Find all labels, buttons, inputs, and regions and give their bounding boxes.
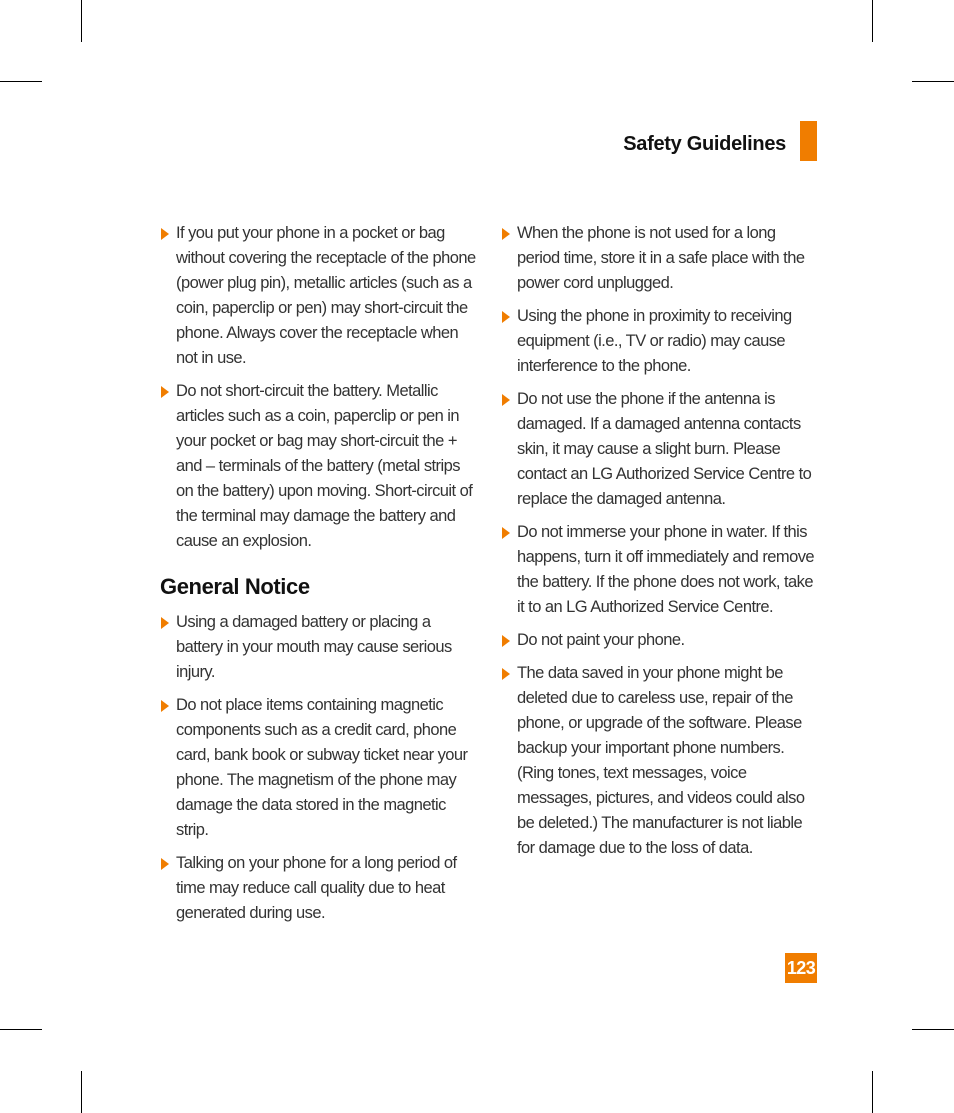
list-item-text: When the phone is not used for a long period time, store it in a safe place with the power cord unplugged. xyxy=(517,224,805,292)
crop-mark xyxy=(912,81,954,82)
list-item xyxy=(501,304,821,379)
list-item-text: Talking on your phone for a long period of time may reduce call quality due to heat generated during use. xyxy=(176,854,457,922)
triangle-right-icon xyxy=(161,228,169,240)
left-column xyxy=(160,221,480,934)
triangle-right-icon xyxy=(502,311,510,323)
triangle-right-icon xyxy=(161,858,169,870)
list-item-text: Do not short-circuit the battery. Metallic articles such as a coin, paperclip or pen in your pocket or bag may short-circuit the + and – terminals of the battery (metal strips on the battery) upon moving. Short-circuit of the terminal may damage the battery and cause an explosion. xyxy=(176,382,473,550)
crop-mark xyxy=(912,1029,954,1030)
crop-mark xyxy=(0,1029,42,1030)
bullet-list-bottom xyxy=(160,610,480,926)
list-item xyxy=(501,520,821,620)
crop-mark xyxy=(81,0,82,42)
list-item-text: Do not place items containing magnetic components such as a credit card, phone card, bank book or subway ticket near your phone. The magnetism of the phone may damage the data stored in the magnetic strip. xyxy=(176,696,468,839)
page-number: 123 xyxy=(785,953,817,983)
triangle-right-icon xyxy=(502,394,510,406)
list-item-text: Do not immerse your phone in water. If this happens, turn it off immediately and remove the battery. If the phone does not work, take it to an LG Authorized Service Centre. xyxy=(517,523,815,616)
list-item xyxy=(160,851,480,926)
right-column xyxy=(501,221,821,869)
list-item-text: Using the phone in proximity to receiving equipment (i.e., TV or radio) may cause interference to the phone. xyxy=(517,307,792,375)
triangle-right-icon xyxy=(161,617,169,629)
triangle-right-icon xyxy=(502,228,510,240)
crop-mark xyxy=(872,1071,873,1113)
list-item xyxy=(160,379,480,554)
list-item-text: If you put your phone in a pocket or bag without covering the receptacle of the phone (power plug pin), metallic articles (such as a coin, paperclip or pen) may short-circuit the phone. Always cover the receptacle when not in use. xyxy=(176,224,476,367)
crop-mark xyxy=(872,0,873,42)
list-item xyxy=(160,221,480,371)
triangle-right-icon xyxy=(502,527,510,539)
triangle-right-icon xyxy=(161,386,169,398)
list-item-text: Using a damaged battery or placing a battery in your mouth may cause serious injury. xyxy=(176,613,452,681)
triangle-right-icon xyxy=(502,668,510,680)
crop-mark xyxy=(81,1071,82,1113)
header-accent-bar xyxy=(800,121,817,161)
list-item xyxy=(160,693,480,843)
bullet-list-right xyxy=(501,221,821,861)
list-item-text: Do not paint your phone. xyxy=(517,631,685,649)
triangle-right-icon xyxy=(502,635,510,647)
list-item xyxy=(501,387,821,512)
page-header-title: Safety Guidelines xyxy=(623,133,786,155)
bullet-list-top xyxy=(160,221,480,554)
list-item xyxy=(160,610,480,685)
section-title: General Notice xyxy=(160,574,310,599)
list-item-text: Do not use the phone if the antenna is damaged. If a damaged antenna contacts skin, it may cause a slight burn. Please contact an LG Authorized Service Centre to replace the damaged antenna. xyxy=(517,390,812,508)
crop-mark xyxy=(0,81,42,82)
list-item xyxy=(501,661,821,861)
list-item-text: The data saved in your phone might be deleted due to careless use, repair of the phone, or upgrade of the software. Please backup your important phone numbers. (Ring tones, text messages, voice messages, pictures, and videos could also be deleted.) The manufacturer is not liable for damage due to the loss of data. xyxy=(517,664,805,857)
triangle-right-icon xyxy=(161,700,169,712)
list-item xyxy=(501,628,821,653)
list-item xyxy=(501,221,821,296)
